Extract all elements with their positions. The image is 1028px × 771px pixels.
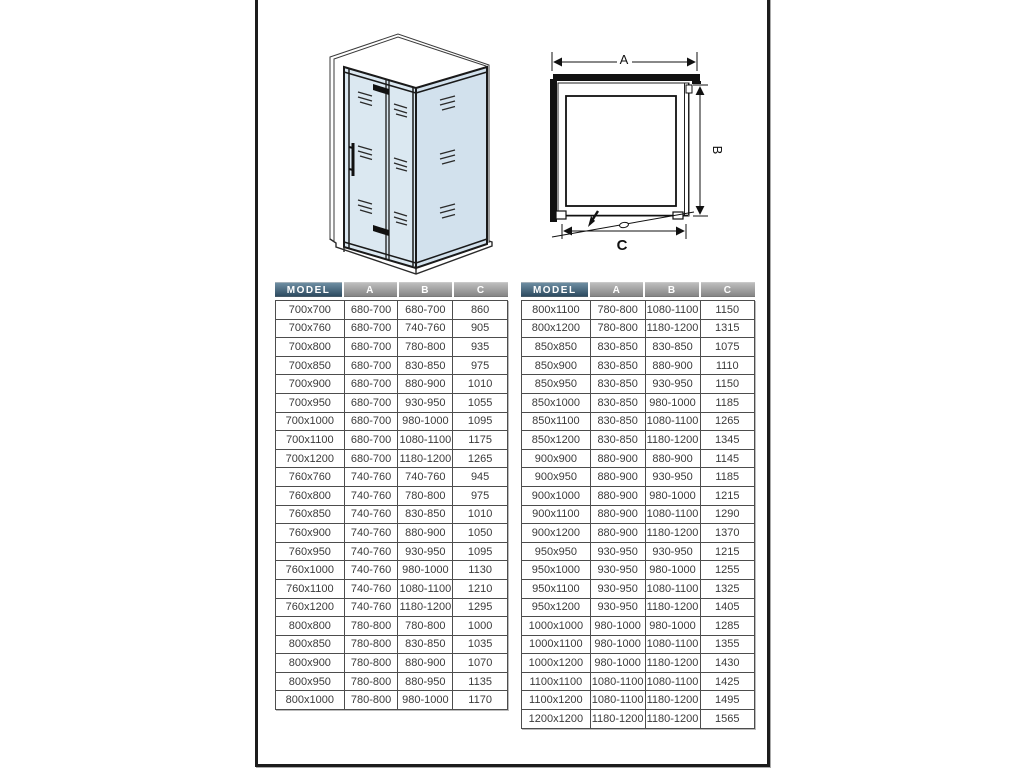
table-cell: 1265: [700, 412, 755, 431]
table-row: [276, 338, 508, 357]
table-cell: 1180-1200: [590, 710, 645, 729]
table-cell: 1080-1100: [645, 412, 700, 431]
table-cell: 830-850: [590, 375, 645, 394]
top-bracket: [686, 85, 692, 93]
table-cell: 760x1200: [276, 598, 345, 617]
table-cell: 1295: [453, 598, 508, 617]
table-cell: 1095: [453, 542, 508, 561]
table-cell: 780-800: [590, 319, 645, 338]
table-cell: 700x950: [276, 393, 345, 412]
table-row: [522, 431, 755, 450]
table-cell: 680-700: [344, 356, 398, 375]
table-cell: 1345: [700, 431, 755, 450]
table-cell: 760x850: [276, 505, 345, 524]
table-cell: 880-900: [590, 486, 645, 505]
table-cell: 1495: [700, 691, 755, 710]
table-cell: 1035: [453, 635, 508, 654]
table-cell: 930-950: [590, 579, 645, 598]
table-cell: 900x900: [522, 449, 591, 468]
table-row: [276, 393, 508, 412]
table-cell: 800x800: [276, 617, 345, 636]
dimension-b: [693, 85, 725, 216]
table-cell: 1425: [700, 672, 755, 691]
size-table-left-header: [275, 282, 508, 297]
table-cell: 1180-1200: [398, 449, 453, 468]
table-cell: 935: [453, 338, 508, 357]
table-cell: 1130: [453, 561, 508, 580]
table-cell: 760x950: [276, 542, 345, 561]
table-cell: 850x900: [522, 356, 591, 375]
table-cell: 900x1100: [522, 505, 591, 524]
table-cell: 780-800: [344, 691, 398, 710]
table-cell: 680-700: [344, 412, 398, 431]
table-cell: 680-700: [344, 338, 398, 357]
table-cell: 1430: [700, 654, 755, 673]
table-cell: 680-700: [398, 301, 453, 320]
dimension-a-label: A: [619, 52, 629, 67]
top-wall-profile: [553, 74, 700, 81]
dimension-a: [552, 52, 697, 71]
table-cell: 1180-1200: [645, 710, 700, 729]
table-cell: 1080-1100: [645, 505, 700, 524]
table-cell: 760x800: [276, 486, 345, 505]
table-cell: 930-950: [590, 561, 645, 580]
table-row: [276, 412, 508, 431]
table-cell: 740-760: [344, 505, 398, 524]
header-cell-b: B: [399, 282, 453, 297]
table-cell: 1010: [453, 505, 508, 524]
table-cell: 1175: [453, 431, 508, 450]
table-cell: 880-900: [398, 654, 453, 673]
size-table-right-body: [521, 300, 755, 729]
table-row: [276, 486, 508, 505]
table-cell: 880-900: [590, 468, 645, 487]
table-cell: 880-900: [590, 505, 645, 524]
table-cell: 930-950: [590, 598, 645, 617]
table-cell: 680-700: [344, 431, 398, 450]
table-cell: 980-1000: [398, 691, 453, 710]
table-cell: 1100x1200: [522, 691, 591, 710]
table-row: [522, 319, 755, 338]
table-row: [522, 412, 755, 431]
table-cell: 975: [453, 356, 508, 375]
table-cell: 1080-1100: [645, 672, 700, 691]
table-cell: 1000x1100: [522, 635, 591, 654]
table-cell: 945: [453, 468, 508, 487]
table-row: [276, 691, 508, 710]
table-cell: 780-800: [344, 654, 398, 673]
table-cell: 930-950: [398, 393, 453, 412]
header-cell-model: MODEL: [521, 282, 588, 297]
table-cell: 930-950: [645, 468, 700, 487]
table-row: [276, 561, 508, 580]
side-glass-lines: [685, 83, 689, 215]
table-cell: 830-850: [398, 635, 453, 654]
table-cell: 850x1100: [522, 412, 591, 431]
table-cell: 700x1000: [276, 412, 345, 431]
table-cell: 980-1000: [398, 412, 453, 431]
table-cell: 740-760: [398, 319, 453, 338]
table-cell: 980-1000: [645, 393, 700, 412]
table-cell: 830-850: [590, 338, 645, 357]
table-row: [276, 617, 508, 636]
table-row: [276, 635, 508, 654]
table-row: [276, 319, 508, 338]
table-row: [522, 542, 755, 561]
table-cell: 1290: [700, 505, 755, 524]
table-cell: 850x950: [522, 375, 591, 394]
table-row: [276, 542, 508, 561]
table-cell: 900x1200: [522, 524, 591, 543]
table-cell: 800x1000: [276, 691, 345, 710]
table-row: [276, 598, 508, 617]
table-row: [276, 449, 508, 468]
dimension-plan-diagram: [530, 38, 768, 262]
table-cell: 980-1000: [645, 617, 700, 636]
table-row: [522, 691, 755, 710]
table-cell: 860: [453, 301, 508, 320]
dimension-c-label: C: [616, 237, 628, 254]
table-cell: 1180-1200: [645, 431, 700, 450]
table-cell: 700x1200: [276, 449, 345, 468]
table-cell: 980-1000: [590, 654, 645, 673]
table-cell: 1215: [700, 542, 755, 561]
table-row: [522, 338, 755, 357]
table-row: [276, 468, 508, 487]
header-cell-c: C: [701, 282, 755, 297]
table-cell: 740-760: [344, 468, 398, 487]
table-row: [522, 393, 755, 412]
table-cell: 880-900: [398, 524, 453, 543]
table-cell: 1315: [700, 319, 755, 338]
table-cell: 900x1000: [522, 486, 591, 505]
table-cell: 1185: [700, 393, 755, 412]
table-cell: 780-800: [590, 301, 645, 320]
table-cell: 800x950: [276, 672, 345, 691]
table-row: [522, 524, 755, 543]
table-cell: 1180-1200: [398, 598, 453, 617]
size-table-left-body: [275, 300, 508, 710]
table-row: [276, 375, 508, 394]
header-cell-b: B: [645, 282, 699, 297]
table-cell: 1080-1100: [645, 579, 700, 598]
table-cell: 800x1100: [522, 301, 591, 320]
table-cell: 980-1000: [645, 486, 700, 505]
table-cell: 760x1100: [276, 579, 345, 598]
table-cell: 1180-1200: [645, 319, 700, 338]
table-cell: 740-760: [344, 542, 398, 561]
table-cell: 1265: [453, 449, 508, 468]
left-wall-profile: [550, 79, 557, 222]
table-cell: 950x950: [522, 542, 591, 561]
size-table-left: [275, 282, 508, 710]
front-glass-door-panel: [344, 67, 416, 268]
door-hinge-left: [556, 211, 566, 219]
table-cell: 850x1200: [522, 431, 591, 450]
table-cell: 1215: [700, 486, 755, 505]
table-cell: 1000x1000: [522, 617, 591, 636]
table-cell: 1255: [700, 561, 755, 580]
table-cell: 1180-1200: [645, 598, 700, 617]
table-cell: 800x850: [276, 635, 345, 654]
table-cell: 1080-1100: [645, 635, 700, 654]
table-cell: 1180-1200: [645, 691, 700, 710]
table-cell: 780-800: [344, 617, 398, 636]
table-cell: 1000: [453, 617, 508, 636]
table-cell: 930-950: [645, 542, 700, 561]
table-cell: 980-1000: [590, 617, 645, 636]
table-cell: 830-850: [398, 356, 453, 375]
table-row: [522, 617, 755, 636]
table-cell: 700x760: [276, 319, 345, 338]
table-row: [522, 375, 755, 394]
table-cell: 780-800: [398, 338, 453, 357]
table-cell: 830-850: [590, 431, 645, 450]
table-cell: 830-850: [590, 393, 645, 412]
table-cell: 740-760: [344, 561, 398, 580]
table-cell: 680-700: [344, 449, 398, 468]
size-table-right-header: [521, 282, 755, 297]
table-cell: 880-950: [398, 672, 453, 691]
table-cell: 850x1000: [522, 393, 591, 412]
table-cell: 680-700: [344, 301, 398, 320]
table-cell: 760x1000: [276, 561, 345, 580]
table-row: [276, 505, 508, 524]
table-cell: 780-800: [344, 672, 398, 691]
table-cell: 700x1100: [276, 431, 345, 450]
shower-tray-outline: [566, 96, 676, 206]
table-cell: 880-900: [590, 449, 645, 468]
table-cell: 1200x1200: [522, 710, 591, 729]
table-row: [522, 505, 755, 524]
dimension-c: [562, 224, 686, 254]
table-cell: 740-760: [344, 579, 398, 598]
table-cell: 930-950: [398, 542, 453, 561]
table-cell: 1180-1200: [645, 524, 700, 543]
table-cell: 830-850: [590, 356, 645, 375]
table-cell: 780-800: [398, 617, 453, 636]
table-cell: 905: [453, 319, 508, 338]
table-cell: 1355: [700, 635, 755, 654]
table-cell: 1080-1100: [398, 579, 453, 598]
size-table-right: [521, 282, 755, 729]
table-cell: 1080-1100: [645, 301, 700, 320]
table-row: [276, 579, 508, 598]
table-cell: 1565: [700, 710, 755, 729]
swing-arrow-icon: [588, 211, 598, 227]
table-cell: 950x1000: [522, 561, 591, 580]
table-cell: 1170: [453, 691, 508, 710]
table-row: [276, 301, 508, 320]
table-cell: 1145: [700, 449, 755, 468]
table-cell: 880-900: [645, 356, 700, 375]
table-row: [522, 672, 755, 691]
table-cell: 830-850: [645, 338, 700, 357]
table-cell: 1180-1200: [645, 654, 700, 673]
table-cell: 1000x1200: [522, 654, 591, 673]
table-cell: 1055: [453, 393, 508, 412]
table-cell: 800x900: [276, 654, 345, 673]
table-cell: 830-850: [590, 412, 645, 431]
table-cell: 950x1200: [522, 598, 591, 617]
table-cell: 1080-1100: [590, 691, 645, 710]
table-cell: 1405: [700, 598, 755, 617]
table-row: [522, 486, 755, 505]
table-row: [522, 561, 755, 580]
table-row: [522, 449, 755, 468]
table-row: [522, 356, 755, 375]
table-cell: 1075: [700, 338, 755, 357]
table-cell: 760x760: [276, 468, 345, 487]
table-row: [276, 431, 508, 450]
table-row: [522, 654, 755, 673]
table-row: [522, 635, 755, 654]
table-cell: 800x1200: [522, 319, 591, 338]
table-cell: 1050: [453, 524, 508, 543]
table-cell: 680-700: [344, 393, 398, 412]
table-cell: 900x950: [522, 468, 591, 487]
top-wall-profile-end: [692, 81, 701, 84]
table-cell: 880-900: [398, 375, 453, 394]
shower-enclosure-3d-diagram: [258, 18, 514, 278]
header-cell-a: A: [344, 282, 397, 297]
table-cell: 1150: [700, 301, 755, 320]
table-cell: 700x800: [276, 338, 345, 357]
table-cell: 950x1100: [522, 579, 591, 598]
table-cell: 1325: [700, 579, 755, 598]
table-cell: 1010: [453, 375, 508, 394]
table-cell: 1080-1100: [590, 672, 645, 691]
table-cell: 880-900: [645, 449, 700, 468]
table-row: [522, 301, 755, 320]
table-cell: 680-700: [344, 319, 398, 338]
table-row: [276, 524, 508, 543]
table-cell: 740-760: [398, 468, 453, 487]
table-cell: 1150: [700, 375, 755, 394]
table-cell: 740-760: [344, 598, 398, 617]
table-cell: 1285: [700, 617, 755, 636]
table-cell: 1210: [453, 579, 508, 598]
header-cell-c: C: [454, 282, 508, 297]
table-cell: 975: [453, 486, 508, 505]
table-cell: 740-760: [344, 486, 398, 505]
table-cell: 980-1000: [645, 561, 700, 580]
table-row: [522, 579, 755, 598]
header-cell-a: A: [590, 282, 643, 297]
table-cell: 850x850: [522, 338, 591, 357]
table-cell: 740-760: [344, 524, 398, 543]
table-cell: 1095: [453, 412, 508, 431]
table-cell: 780-800: [398, 486, 453, 505]
table-cell: 700x900: [276, 375, 345, 394]
table-cell: 1370: [700, 524, 755, 543]
table-cell: 930-950: [645, 375, 700, 394]
door-knob: [619, 222, 629, 229]
table-cell: 1100x1100: [522, 672, 591, 691]
dimension-b-label: B: [710, 145, 725, 155]
table-cell: 980-1000: [398, 561, 453, 580]
table-row: [522, 468, 755, 487]
table-cell: 930-950: [590, 542, 645, 561]
table-cell: 1070: [453, 654, 508, 673]
table-cell: 700x700: [276, 301, 345, 320]
table-row: [522, 710, 755, 729]
table-row: [276, 654, 508, 673]
table-row: [522, 598, 755, 617]
table-row: [276, 356, 508, 375]
table-cell: 880-900: [590, 524, 645, 543]
table-row: [276, 672, 508, 691]
table-cell: 760x900: [276, 524, 345, 543]
table-cell: 980-1000: [590, 635, 645, 654]
table-cell: 680-700: [344, 375, 398, 394]
table-cell: 1080-1100: [398, 431, 453, 450]
table-cell: 700x850: [276, 356, 345, 375]
table-cell: 1110: [700, 356, 755, 375]
table-cell: 830-850: [398, 505, 453, 524]
table-cell: 780-800: [344, 635, 398, 654]
table-cell: 1135: [453, 672, 508, 691]
table-cell: 1185: [700, 468, 755, 487]
header-cell-model: MODEL: [275, 282, 342, 297]
